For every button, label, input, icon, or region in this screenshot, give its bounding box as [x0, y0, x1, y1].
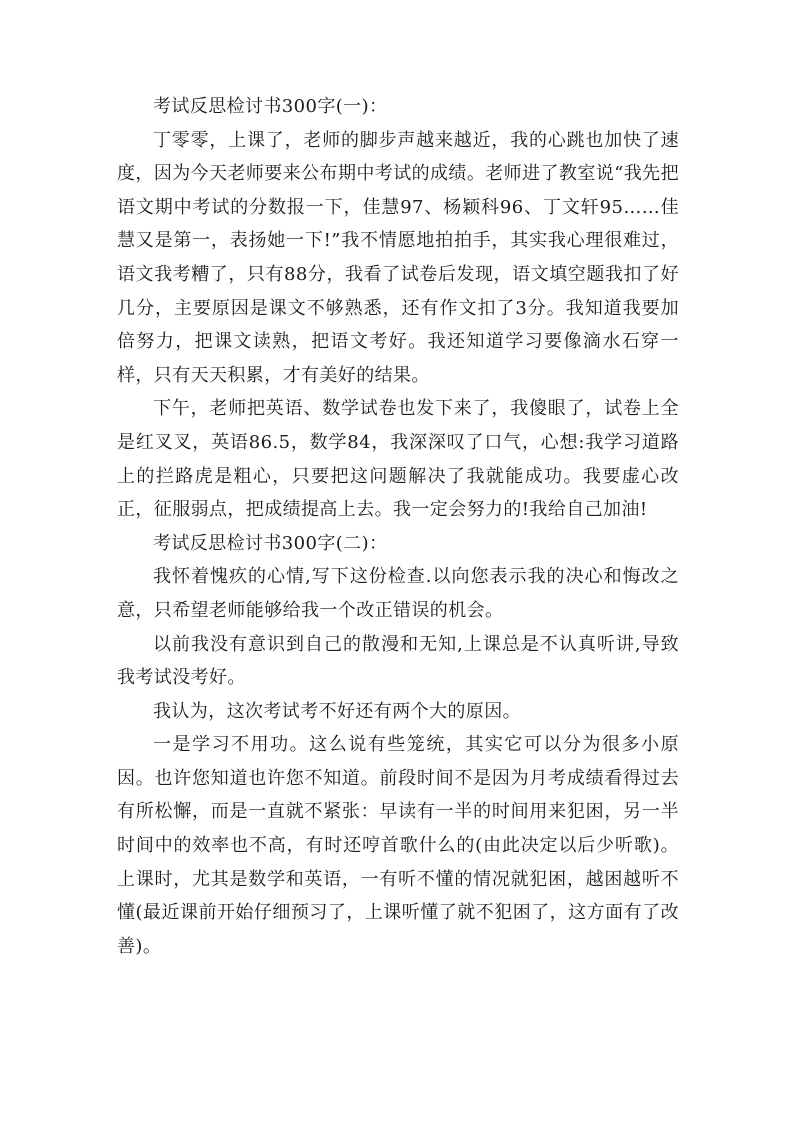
body-paragraph: 我怀着愧疚的心情,写下这份检查.以向您表示我的决心和悔改之意，只希望老师能够给我一个改正错误的机会。 — [117, 566, 679, 621]
body-paragraph: 一是学习不用功。这么说有些笼统，其实它可以分为很多小原因。也许您知道也许您不知道。前段时间不是因为月考成绩看得过去有所松懈，而是一直就不紧张：早读有一半的时间用来犯困，另一半时间中的效率也不高，有时还哼首歌什么的(由此决定以后少听歌)。上课时，尤其是数学和英语，一有听不懂的情况就犯困，越困越听不懂(最近课前开始仔细预习了，上课听懂了就不犯困了，这方面有了改善)。 — [117, 734, 679, 957]
document-page — [117, 90, 679, 963]
body-paragraph: 下午，老师把英语、数学试卷也发下来了，我傻眼了，试卷上全是红叉叉，英语86.5，数学84，我深深叹了口气，心想:我学习道路上的拦路虎是粗心，只要把这问题解决了我就能成功。我要虚心改正，征服弱点，把成绩提高上去。我一定会努力的!我给自己加油! — [117, 398, 679, 521]
body-paragraph: 以前我没有意识到自己的散漫和无知,上课总是不认真听讲,导致我考试没考好。 — [117, 633, 679, 689]
body-paragraph: 我认为，这次考试考不好还有两个大的原因。 — [153, 700, 521, 722]
section-heading-2: 考试反思检讨书300字(二)： — [153, 532, 388, 554]
body-paragraph: 丁零零，上课了，老师的脚步声越来越近，我的心跳也加快了速度，因为今天老师要来公布期中考试的成绩。老师进了教室说“我先把语文期中考试的分数报一下，佳慧97、杨颖科96、丁文轩95……佳慧又是第一，表扬她一下!”我不情愿地拍拍手，其实我心理很难过，语文我考糟了，只有88分，我看了试卷后发现，语文填空题我扣了好几分，主要原因是课文不够熟悉，还有作文扣了3分。我知道我要加倍努力，把课文读熟，把语文考好。我还知道学习要像滴水石穿一样，只有天天积累，才有美好的结果。 — [117, 129, 679, 386]
section-heading-1: 考试反思检讨书300字(一)： — [153, 96, 388, 117]
